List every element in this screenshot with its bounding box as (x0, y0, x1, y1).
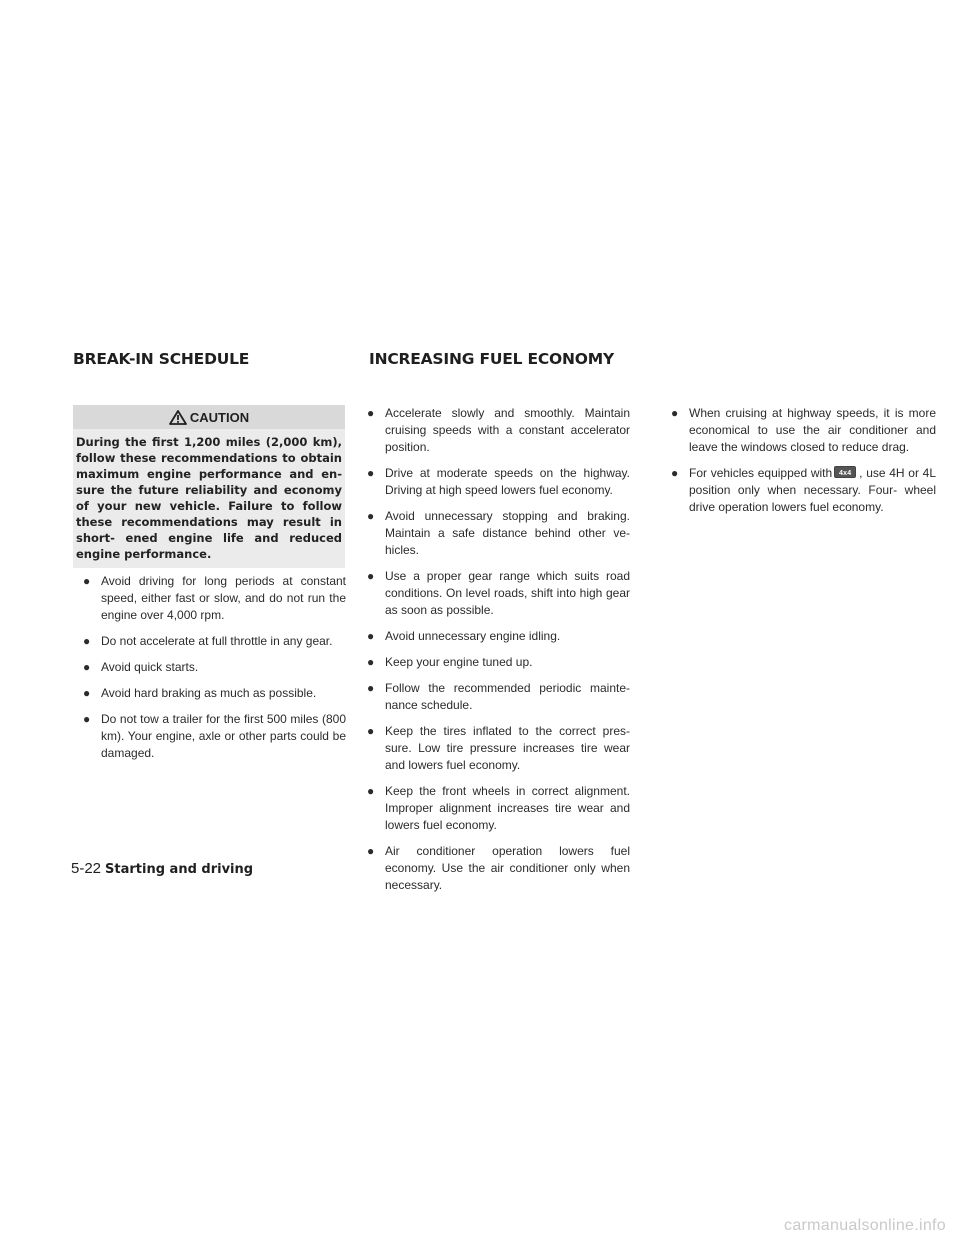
bullet-icon: ● (367, 784, 375, 798)
bullet-icon: ● (671, 406, 679, 420)
break-in-list (82, 573, 346, 771)
list-item-text: Avoid unnecessary stopping and braking. Maintain a safe distance behind other ve- hicles. (385, 509, 630, 557)
list-item (82, 573, 346, 624)
list-item-text: Keep the front wheels in correct alignment. Improper alignment increases tire wear and lowers fuel economy. (385, 784, 630, 832)
bullet-icon: ● (367, 844, 375, 858)
list-item-text: Do not tow a trailer for the first 500 miles (800 km). Your engine, axle or other parts could be damaged. (101, 712, 346, 760)
bullet-icon: ● (671, 466, 679, 480)
list-item (82, 711, 346, 762)
list-item-text: Avoid unnecessary engine idling. (385, 629, 561, 643)
caution-box (73, 405, 345, 568)
bullet-icon: ● (83, 660, 91, 674)
caution-header (73, 405, 345, 429)
list-item-text: Avoid driving for long periods at constant speed, either fast or slow, and do not run the engine over 4,000 rpm. (101, 574, 346, 622)
list-item-text: Keep your engine tuned up. (385, 655, 533, 669)
bullet-icon: ● (83, 686, 91, 700)
bullet-icon: ● (367, 655, 375, 669)
list-item (366, 723, 630, 774)
list-item-text: Follow the recommended periodic mainte- nance schedule. (385, 681, 630, 712)
bullet-icon: ● (367, 509, 375, 523)
list-item (366, 654, 630, 671)
watermark: carmanualsonline.info (784, 1217, 946, 1234)
list-item (366, 843, 630, 894)
four-wheel-drive-icon (834, 466, 856, 478)
bullet-icon: ● (367, 569, 375, 583)
caution-text: During the first 1,200 miles (2,000 km), follow these recommendations to obtain maximum engine performance and en- sure the future reliability and economy of your new vehicle. Failure to follow these recommendations may result in short- ened engine life and reduced engine performance. (73, 429, 345, 568)
page-number: 5-22 (71, 860, 102, 877)
bullet-icon: ● (367, 466, 375, 480)
list-item (82, 685, 346, 702)
list-item (366, 465, 630, 499)
bullet-icon: ● (367, 681, 375, 695)
page-footer (71, 860, 253, 878)
list-item (82, 633, 346, 650)
list-item-text: Avoid quick starts. (101, 660, 199, 674)
fuel-economy-list-1 (366, 405, 630, 903)
fuel-economy-list-2 (670, 405, 936, 525)
list-item (366, 568, 630, 619)
four-wheel-drive-icon-label: 4x4 (839, 470, 852, 477)
list-item-text: Use a proper gear range which suits road conditions. On level roads, shift into high gear as soon as possible. (385, 569, 630, 617)
list-item-text: For vehicles equipped with (689, 466, 833, 480)
section-title-increasing-fuel-economy: INCREASING FUEL ECONOMY (369, 350, 615, 368)
bullet-icon: ● (83, 712, 91, 726)
bullet-icon: ● (367, 406, 375, 420)
list-item (366, 508, 630, 559)
list-item-text-continued: , use 4H or 4L position only when necessary. Four- wheel drive operation lowers fuel economy. (689, 466, 937, 514)
list-item (366, 628, 630, 645)
list-item-text: Do not accelerate at full throttle in any gear. (101, 634, 333, 648)
list-item-text: Accelerate slowly and smoothly. Maintain cruising speeds with a constant accelerator position. (385, 406, 630, 454)
bullet-icon: ● (367, 629, 375, 643)
list-item-text: When cruising at highway speeds, it is more economical to use the air conditioner and leave the windows closed to reduce drag. (689, 406, 936, 454)
list-item-text: Drive at moderate speeds on the highway. Driving at high speed lowers fuel economy. (385, 466, 630, 497)
bullet-icon: ● (83, 634, 91, 648)
chapter-title: Starting and driving (105, 862, 254, 877)
warning-triangle-icon (169, 410, 187, 425)
caution-label: CAUTION (189, 409, 250, 425)
list-item (82, 659, 346, 676)
list-item (366, 405, 630, 456)
list-item-text: Air conditioner operation lowers fuel economy. Use the air conditioner only when necessary. (385, 844, 630, 892)
section-title-break-in-schedule: BREAK-IN SCHEDULE (73, 350, 250, 368)
list-item (366, 680, 630, 714)
list-item (366, 783, 630, 834)
bullet-icon: ● (83, 574, 91, 588)
list-item-text: Keep the tires inflated to the correct pres- sure. Low tire pressure increases tire wear and lowers fuel economy. (385, 724, 630, 772)
list-item-text: Avoid hard braking as much as possible. (101, 686, 317, 700)
bullet-icon: ● (367, 724, 375, 738)
list-item (670, 465, 936, 516)
list-item (670, 405, 936, 456)
